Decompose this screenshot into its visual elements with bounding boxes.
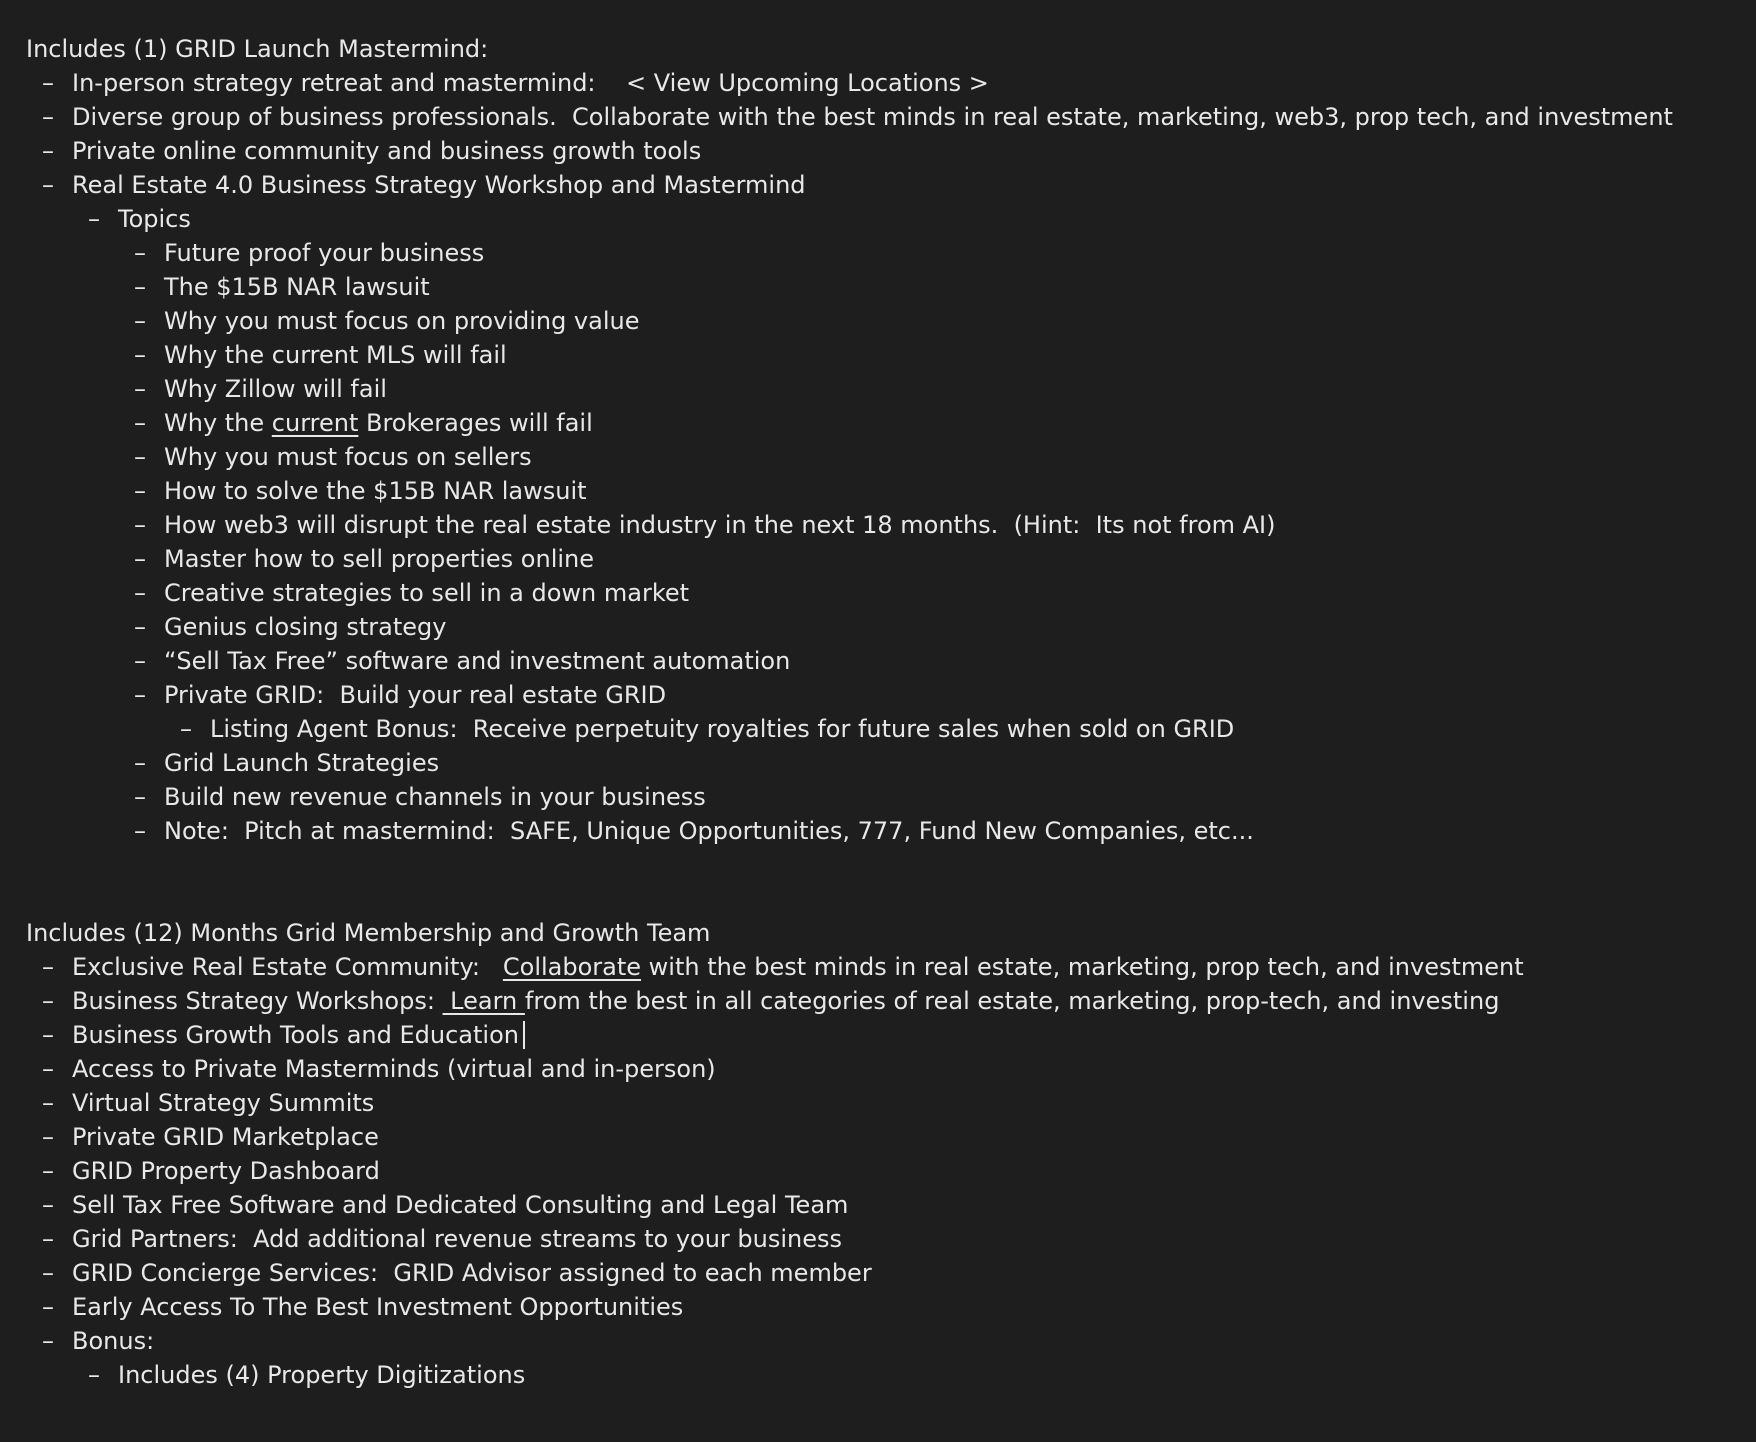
topic-item: – “Sell Tax Free” software and investment automation bbox=[134, 647, 791, 675]
list-item: – Sell Tax Free Software and Dedicated Consulting and Legal Team bbox=[42, 1191, 849, 1219]
list-item: – GRID Concierge Services: GRID Advisor assigned to each member bbox=[42, 1259, 872, 1287]
topic-item: – Master how to sell properties online bbox=[134, 545, 595, 573]
underlined-word-current: current bbox=[271, 409, 359, 437]
topic-item: – Private GRID: Build your real estate GRID bbox=[134, 681, 667, 709]
list-item-active[interactable]: – Business Growth Tools and Education bbox=[26, 1018, 1746, 1052]
sub-topic-item: – Listing Agent Bonus: Receive perpetuity royalties for future sales when sold on GRID bbox=[180, 715, 1235, 743]
view-upcoming-locations-link[interactable]: < View Upcoming Locations > bbox=[626, 69, 989, 97]
topic-item: – Why the current MLS will fail bbox=[134, 341, 507, 369]
document-body[interactable] bbox=[26, 32, 1746, 1392]
list-item: – Early Access To The Best Investment Opportunities bbox=[42, 1293, 684, 1321]
topic-item: – How web3 will disrupt the real estate industry in the next 18 months. (Hint: Its not from AI) bbox=[134, 511, 1276, 539]
topic-item: – Grid Launch Strategies bbox=[134, 749, 440, 777]
list-item: – Virtual Strategy Summits bbox=[42, 1089, 375, 1117]
topic-item: – Genius closing strategy bbox=[134, 613, 447, 641]
list-item-bonus: – Includes (4) Property Digitizations bbox=[88, 1361, 526, 1389]
topic-item: – Future proof your business bbox=[134, 239, 485, 267]
list-item: – Diverse group of business professionals. Collaborate with the best minds in real estate, marketing, web3, prop tech, and investment bbox=[42, 103, 1673, 131]
topic-item: – The $15B NAR lawsuit bbox=[134, 273, 430, 301]
list-item: – Grid Partners: Add additional revenue streams to your business bbox=[42, 1225, 843, 1253]
list-item: – Business Strategy Workshops: Learn from the best in all categories of real estate, marketing, prop-tech, and investing bbox=[42, 987, 1500, 1015]
topic-item: – Why you must focus on sellers bbox=[134, 443, 532, 471]
underlined-word-collaborate: Collaborate bbox=[502, 953, 642, 981]
topic-item: – Why the current Brokerages will fail bbox=[134, 409, 593, 437]
list-item-topics: – Topics bbox=[88, 205, 191, 233]
list-item: – GRID Property Dashboard bbox=[42, 1157, 380, 1185]
topic-item: – Why Zillow will fail bbox=[134, 375, 387, 403]
topic-item: – Note: Pitch at mastermind: SAFE, Unique Opportunities, 777, Fund New Companies, etc... bbox=[134, 817, 1254, 845]
list-item: – In-person strategy retreat and mastermind: < View Upcoming Locations > bbox=[42, 69, 989, 97]
section-heading-membership: Includes (12) Months Grid Membership and Growth Team bbox=[26, 919, 711, 947]
topic-item: – Creative strategies to sell in a down market bbox=[134, 579, 690, 607]
topic-item: – How to solve the $15B NAR lawsuit bbox=[134, 477, 587, 505]
topic-item: – Why you must focus on providing value bbox=[134, 307, 640, 335]
list-item: – Real Estate 4.0 Business Strategy Workshop and Mastermind bbox=[42, 171, 806, 199]
section-heading-mastermind: Includes (1) GRID Launch Mastermind: bbox=[26, 35, 489, 63]
list-item: – Private online community and business growth tools bbox=[42, 137, 702, 165]
list-item: – Access to Private Masterminds (virtual and in-person) bbox=[42, 1055, 716, 1083]
list-item: – Bonus: bbox=[42, 1327, 155, 1355]
underlined-word-learn: Learn bbox=[442, 987, 525, 1015]
topic-item: – Build new revenue channels in your business bbox=[134, 783, 706, 811]
list-item: – Exclusive Real Estate Community: Collaborate with the best minds in real estate, marketing, prop tech, and investment bbox=[42, 953, 1524, 981]
list-item: – Private GRID Marketplace bbox=[42, 1123, 379, 1151]
text-cursor bbox=[523, 1021, 525, 1049]
blank-lines bbox=[26, 848, 1746, 916]
